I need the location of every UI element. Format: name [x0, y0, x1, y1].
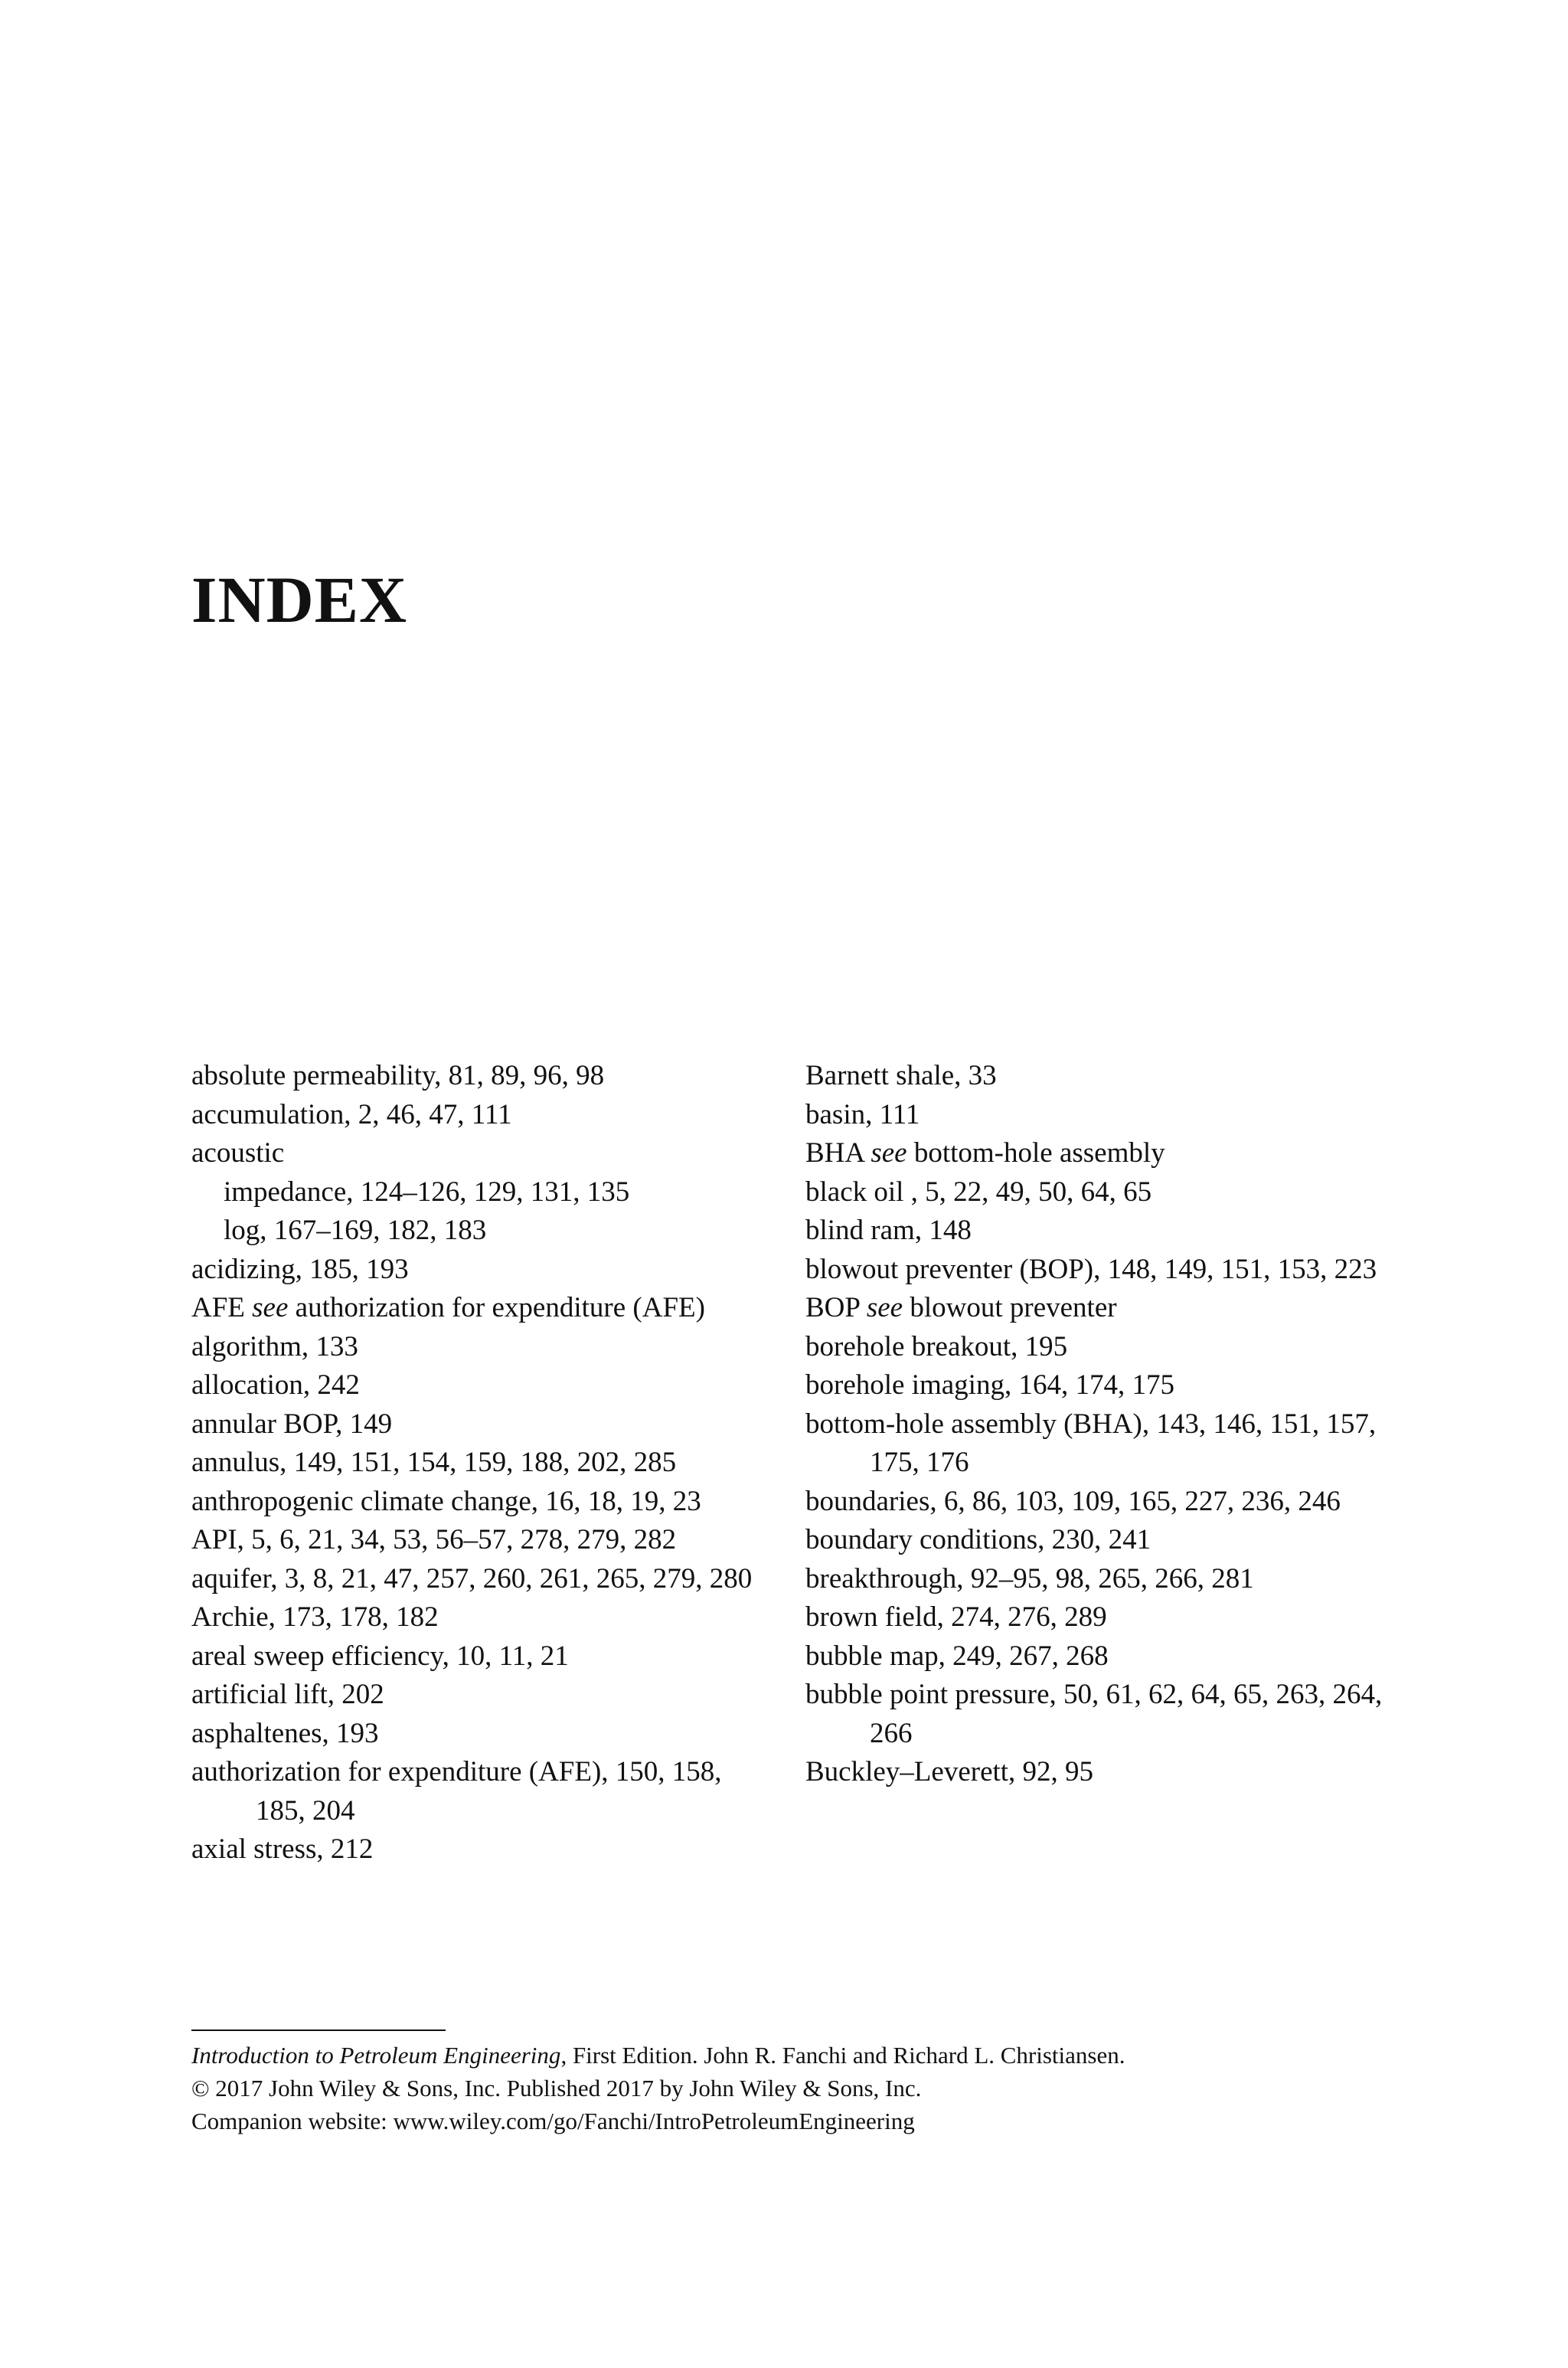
index-subentry: log, 167–169, 182, 183: [224, 1215, 487, 1246]
index-entry: absolute permeability, 81, 89, 96, 98: [191, 1060, 605, 1091]
index-entry: algorithm, 133: [191, 1330, 358, 1362]
index-entry: black oil , 5, 22, 49, 50, 64, 65: [805, 1176, 1152, 1208]
footnote: [191, 2039, 1386, 2137]
index-entry: bottom-hole assembly (BHA), 143, 146, 151, 157, 175, 176: [805, 1408, 1377, 1478]
index-column-left: [191, 1057, 773, 1869]
index-entry: brown field, 274, 276, 289: [805, 1601, 1107, 1633]
index-entry: borehole imaging, 164, 174, 175: [805, 1369, 1174, 1401]
index-entry: areal sweep efficiency, 10, 11, 21: [191, 1640, 569, 1672]
index-entry: breakthrough, 92–95, 98, 265, 266, 281: [805, 1562, 1254, 1594]
page-title: INDEX: [191, 563, 408, 636]
index-term: BOP: [805, 1292, 867, 1323]
index-entry: bubble point pressure, 50, 61, 62, 64, 65, 263, 264, 266: [805, 1679, 1383, 1749]
index-term: AFE: [191, 1292, 253, 1323]
index-entry: axial stress, 212: [191, 1833, 374, 1865]
footnote-rule: [191, 2029, 446, 2031]
see-reference: see: [252, 1292, 289, 1323]
index-entry: [191, 1289, 773, 1328]
index-column-right: [805, 1057, 1387, 1792]
index-entry: Barnett shale, 33: [805, 1060, 997, 1091]
index-entry: boundary conditions, 230, 241: [805, 1524, 1152, 1555]
cross-reference-target: authorization for expenditure (AFE): [288, 1292, 705, 1323]
index-entry: basin, 111: [805, 1098, 920, 1130]
index-entry: boundaries, 6, 86, 103, 109, 165, 227, 236, 246: [805, 1485, 1341, 1517]
index-entry: aquifer, 3, 8, 21, 47, 257, 260, 261, 265, 279, 280: [191, 1562, 753, 1594]
citation-rest: , First Edition. John R. Fanchi and Richard L. Christiansen.: [560, 2042, 1125, 2069]
index-entry: [805, 1289, 1387, 1328]
footnote-citation: [191, 2039, 1386, 2072]
index-entry: blind ram, 148: [805, 1215, 972, 1246]
index-entry: artificial lift, 202: [191, 1679, 384, 1710]
index-entry: [805, 1134, 1387, 1173]
index-entry: accumulation, 2, 46, 47, 111: [191, 1098, 512, 1130]
index-entry: annulus, 149, 151, 154, 159, 188, 202, 285: [191, 1447, 677, 1478]
index-entry: borehole breakout, 195: [805, 1330, 1068, 1362]
book-title: Introduction to Petroleum Engineering: [191, 2042, 561, 2069]
index-entry: Buckley–Leverett, 92, 95: [805, 1756, 1094, 1787]
index-entry: Archie, 173, 178, 182: [191, 1601, 439, 1633]
index-entry: acoustic: [191, 1137, 285, 1169]
index-entry: blowout preventer (BOP), 148, 149, 151, 153, 223: [805, 1253, 1377, 1285]
index-entry: allocation, 242: [191, 1369, 360, 1401]
index-entry: API, 5, 6, 21, 34, 53, 56–57, 278, 279, 282: [191, 1524, 677, 1555]
cross-reference-target: blowout preventer: [903, 1292, 1117, 1323]
index-entry: authorization for expenditure (AFE), 150, 158, 185, 204: [191, 1756, 722, 1827]
index-entry: annular BOP, 149: [191, 1408, 393, 1440]
footnote-copyright: © 2017 John Wiley & Sons, Inc. Published 2017 by John Wiley & Sons, Inc.: [191, 2075, 922, 2101]
index-term: BHA: [805, 1137, 871, 1169]
footnote-companion-website: Companion website: www.wiley.com/go/Fanchi/IntroPetroleumEngineering: [191, 2108, 915, 2134]
index-entry: acidizing, 185, 193: [191, 1253, 409, 1285]
see-reference: see: [871, 1137, 907, 1169]
index-entry: asphaltenes, 193: [191, 1717, 379, 1749]
see-reference: see: [866, 1292, 903, 1323]
index-entry: anthropogenic climate change, 16, 18, 19, 23: [191, 1485, 701, 1517]
cross-reference-target: bottom-hole assembly: [906, 1137, 1165, 1169]
index-entry: bubble map, 249, 267, 268: [805, 1640, 1109, 1672]
index-subentry: impedance, 124–126, 129, 131, 135: [224, 1176, 630, 1208]
